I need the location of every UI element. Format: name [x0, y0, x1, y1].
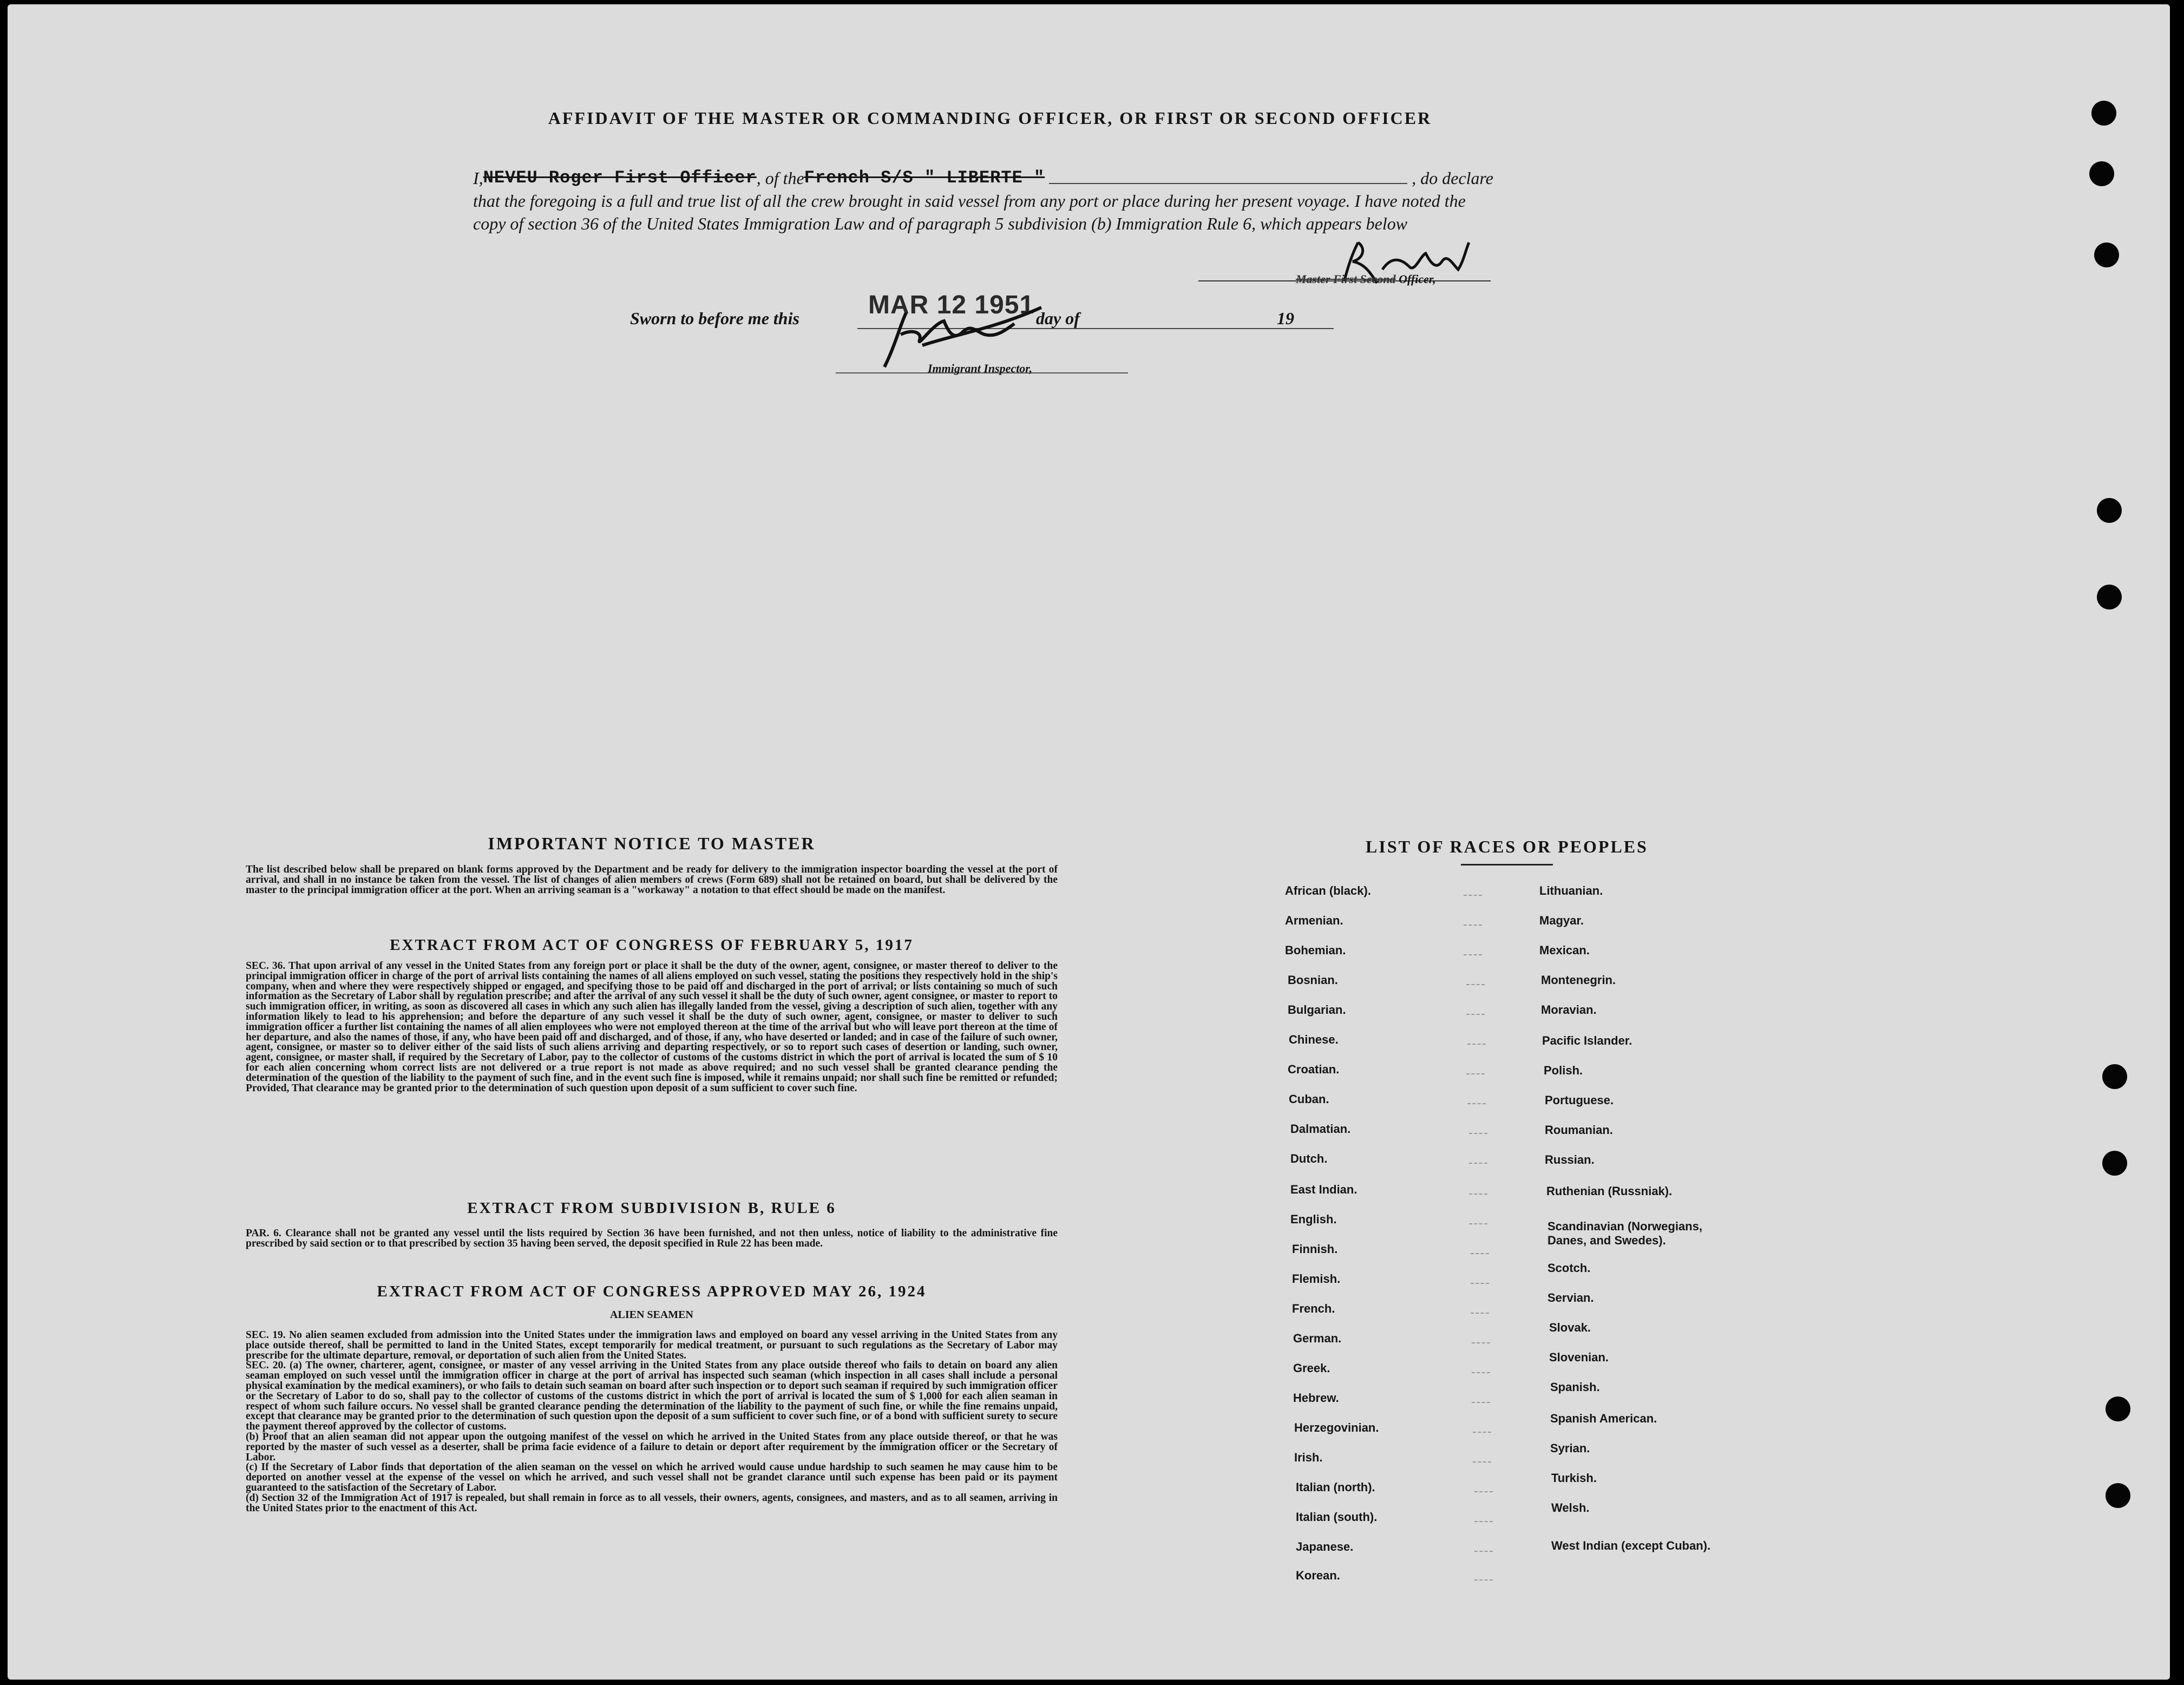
section-36-text: SEC. 36. That upon arrival of any vessel in the United States from any foreign port or place it shall be the duty of the owner, agent, consignee, or master thereof to deliver to the principal immigration officer in charge of the port of arrival lists containing the names of all aliens employed on such vessel, stating the positions they respectively hold in the ship's company, when and where they were respectively shipped or engaged, and specifying those to be paid off and discharged in the port of arrival; or lists containing so much of such information as the Secretary of Labor shall by regulation prescribe; and after the arrival of any such vessel it shall be the duty of such owner, agent consignee, or master to report to such immigration officer, in writing, as soon as discovered all cases in which any such alien has illegally landed from the vessel, giving a description of such alien, together with any information likely to lead to his apprehension; and before the departure of any such vessel it shall be the duty of such owner, agent, consignee, or master to deliver to such immigration officer a further list containing the names of all alien employees who were not employed thereon at the time of the arrival but who will leave port thereon at the time of her departure, and also the names of those, if any, who have been paid off and discharged, and of those, if any, who have deserted or landed; and in case of the failure of such owner, agent, consignee, or master so to deliver either of the said lists of such aliens arriving and departing respectively, or so to report such cases of desertion or landing, such owner, agent, consignee, or master shall, if required by the Secretary of Labor, pay to the collector of customs of the customs district in which the port of arrival is located the sum of $ 10 for each alien concerning whom correct lists are not delivered or a true report is not made as above required; and no such vessel shall be granted clearance pending the determination of the question of the liability to the payment of such fine, and in the event such fine is imposed, while it remains unpaid; nor shall such fine be remitted or refunded; Provided, That clearance may be granted prior to the determination of such question upon deposit of a sum sufficient to cover such fine.	[246, 960, 1058, 1094]
dash-mark	[1464, 895, 1482, 896]
dash-mark	[1464, 925, 1482, 926]
race-left-item: French.	[1292, 1302, 1335, 1315]
signature-label-struck: Master First Second	[1296, 272, 1396, 286]
paragraph-6-text: PAR. 6. Clearance shall not be granted any vessel until the lists required by Section 36 have been furnished, and not then unless, notice of liability to the administrative fine prescribed by said section or to that prescribed by section 35 having been served, the deposit specified in Rule 22 has been made.	[246, 1228, 1058, 1249]
dash-mark	[1474, 1491, 1493, 1492]
inspector-label: Immigrant Inspector,	[928, 362, 1033, 375]
race-left-item: Cuban.	[1289, 1092, 1329, 1106]
declaration	[473, 167, 1493, 235]
binder-hole	[2094, 242, 2119, 267]
race-left-item: African (black).	[1285, 884, 1371, 897]
section-20a-text: SEC. 20. (a) The owner, charterer, agent, consignee, or master of any vessel arriving in the United States from any place outside thereof who fails to detain on board any alien seaman employed on such vessel until the immigration officer in charge at the port of arrival has inspected such seaman (which inspection in all cases shall include a personal physical examination by the medical examiners), or who fails to detain such seaman on board after such inspection or to deport such seaman if required by such immigration officer or the Secretary of Labor to do so, shall pay to the collector of customs of the customs district in which the port of arrival is located the sum of $ 1,000 for each alien seaman in respect of whom such failure occurs. No vessel shall be granted clearance pending the determination of the liability to the payment of such fine, or while the fine remains unpaid, except that clearance may be granted prior to the determination of such question upon the deposit of a sum sufficient to cover such fine, or of a bond with sufficient surety to secure the payment thereof approved by the collector of customs.	[246, 1360, 1058, 1433]
race-right-item: Scandinavian (Norwegians, Danes, and Swedes).	[1547, 1220, 1703, 1247]
binder-hole	[2102, 1064, 2127, 1089]
binder-hole	[2097, 498, 2122, 523]
race-right-item: Syrian.	[1550, 1441, 1590, 1455]
race-left-item: Herzegovinian.	[1294, 1421, 1379, 1434]
section-19-20-text	[246, 1330, 1058, 1513]
dash-mark	[1466, 1073, 1485, 1074]
race-left-item: Bulgarian.	[1288, 1003, 1346, 1017]
dash-mark	[1464, 954, 1482, 955]
race-right-item: Pacific Islander.	[1542, 1034, 1632, 1047]
extract-1924-title: EXTRACT FROM ACT OF CONGRESS APPROVED MAY 26, 1924	[377, 1283, 927, 1300]
section-20c-text: (c) If the Secretary of Labor finds that deportation of the alien seaman on the vessel on which he arrived would cause undue hardship to such seamen he may cause him to be deported on another vessel at the expense of the vessel on which he arrived, and such vessel shall not be grandet clarance until such expense has been paid or its payment guaranteed to the satisfaction of the Secretary of Labor.	[246, 1461, 1058, 1493]
race-right-item: Spanish American.	[1550, 1412, 1657, 1425]
race-left-item: Armenian.	[1285, 914, 1343, 927]
race-right-item: Servian.	[1547, 1291, 1594, 1304]
section-20b-text: (b) Proof that an alien seaman did not appear upon the outgoing manifest of the vessel on which he arrived in the United States from any place outside thereof, or that he was reported by the master of such vessel as a deserter, shall be prima facie evidence of a failure to detain or deport after requirement by the immigration officer or the Secretary of Labor.	[246, 1431, 1058, 1463]
notice-body: The list described below shall be prepared on blank forms approved by the Department and be ready for delivery to the immigration inspector boarding the vessel at the port of arrival, and shall in no instance be taken from the vessel. The list of changes of alien members of crews (Form 689) shall not be retained on board, but shall be delivered by the master to the principal immigration officer at the port. When an arriving seaman is a "workaway" a notation to that effect should be made on the manifest.	[246, 864, 1058, 896]
binder-hole	[2106, 1483, 2130, 1508]
race-right-item: Montenegrin.	[1541, 973, 1616, 987]
race-right-item: Welsh.	[1551, 1501, 1590, 1514]
signature-label	[1296, 272, 1436, 286]
race-left-item: Finnish.	[1292, 1242, 1338, 1256]
race-left-item: Flemish.	[1292, 1272, 1341, 1286]
vessel-name: French S/S " LIBERTE "	[804, 168, 1045, 188]
race-left-item: Italian (north).	[1296, 1480, 1375, 1494]
extract-1917-title: EXTRACT FROM ACT OF CONGRESS OF FEBRUARY 5, 1917	[390, 936, 914, 954]
affidavit-title: AFFIDAVIT OF THE MASTER OR COMMANDING OFFICER, OR FIRST OR SECOND OFFICER	[548, 108, 1432, 128]
race-right-item: West Indian (except Cuban).	[1551, 1539, 1711, 1552]
race-left-item: Japanese.	[1296, 1540, 1354, 1553]
race-left-item: Croatian.	[1288, 1063, 1340, 1076]
of-the: , of the	[756, 168, 804, 188]
race-right-item: Ruthenian (Russniak).	[1546, 1184, 1673, 1198]
section-19-text: SEC. 19. No alien seamen excluded from admission into the United States under the immigration laws and employed on board any vessel arriving in the United States from any place outside thereof, shall be permitted to land in the United States, except temporarily for medical treatment, or pursuant to such regulations as the Secretary of Labor may prescribe for the ultimate departure, removal, or deportation of such alien from the United States.	[246, 1329, 1058, 1361]
binder-hole	[2102, 1151, 2127, 1176]
race-left-item: Irish.	[1294, 1451, 1323, 1464]
race-left-item: Greek.	[1293, 1361, 1330, 1375]
race-right-item: Mexican.	[1539, 943, 1590, 957]
date-stamp: MAR 12 1951	[868, 291, 1035, 319]
race-right-item: Roumanian.	[1545, 1123, 1613, 1137]
dash-mark	[1474, 1579, 1493, 1581]
race-left-item: Italian (south).	[1296, 1510, 1378, 1524]
document-page	[8, 4, 2170, 1680]
binder-hole	[2089, 161, 2114, 186]
dash-mark	[1473, 1461, 1491, 1463]
binder-hole	[2091, 101, 2116, 126]
signature-label-officer: Officer,	[1399, 272, 1436, 286]
race-left-item: Bosnian.	[1288, 973, 1338, 987]
race-right-item: Magyar.	[1539, 914, 1584, 927]
alien-seamen-heading: ALIEN SEAMEN	[610, 1309, 693, 1321]
race-left-item: Korean.	[1296, 1569, 1340, 1582]
race-left-item: English.	[1290, 1212, 1337, 1226]
intro-i: I,	[473, 168, 483, 188]
race-left-item: Hebrew.	[1293, 1391, 1339, 1405]
race-left-item: German.	[1293, 1332, 1342, 1345]
race-right-item: Scotch.	[1547, 1261, 1591, 1275]
dash-mark	[1472, 1402, 1490, 1403]
race-right-item: Polish.	[1544, 1064, 1583, 1077]
dash-mark	[1469, 1163, 1487, 1164]
dash-mark	[1467, 1044, 1486, 1045]
binder-hole	[2106, 1396, 2130, 1421]
dash-mark	[1466, 984, 1485, 985]
dash-mark	[1471, 1253, 1489, 1254]
dash-mark	[1472, 1342, 1490, 1343]
blank-line	[1049, 167, 1407, 184]
dash-mark	[1473, 1432, 1491, 1433]
day-of-label: day of	[1036, 309, 1080, 328]
dash-mark	[1469, 1194, 1487, 1195]
race-right-item: Turkish.	[1551, 1471, 1597, 1485]
binder-hole	[2097, 585, 2122, 609]
race-right-item: Slovenian.	[1549, 1350, 1609, 1364]
dash-mark	[1472, 1372, 1490, 1373]
race-right-item: Slovak.	[1549, 1321, 1591, 1334]
race-right-item: Moravian.	[1541, 1003, 1597, 1017]
races-title: LIST OF RACES OR PEOPLES	[1366, 837, 1648, 856]
dash-mark	[1469, 1133, 1487, 1134]
dash-mark	[1471, 1313, 1489, 1314]
dash-mark	[1466, 1014, 1485, 1015]
dash-mark	[1474, 1551, 1493, 1552]
sworn-text: Sworn to before me this	[630, 309, 799, 328]
race-left-item: East Indian.	[1290, 1183, 1357, 1196]
declaration-text: that the foregoing is a full and true list of all the crew brought in said vessel from any port or place during her present voyage. I have noted the copy of section 36 of the United States Immigration Law and of paragraph 5 subdivision (b) Immigration Rule 6, which appears below	[473, 191, 1466, 233]
races-title-rule	[1461, 864, 1553, 866]
section-20d-text: (d) Section 32 of the Immigration Act of 1917 is repealed, but shall remain in force as to all vessels, their owners, agents, consignees, and masters, and as to all seamen, arriving in the United States prior to the enactment of this Act.	[246, 1492, 1058, 1514]
race-right-item: Portuguese.	[1545, 1093, 1614, 1107]
race-right-item: Russian.	[1545, 1153, 1595, 1166]
do-declare: , do declare	[1412, 168, 1493, 188]
year-prefix: 19	[1277, 309, 1294, 328]
notice-title: IMPORTANT NOTICE TO MASTER	[488, 834, 816, 853]
race-right-item: Lithuanian.	[1539, 884, 1603, 897]
race-left-item: Chinese.	[1289, 1033, 1339, 1046]
race-left-item: Dutch.	[1290, 1152, 1328, 1165]
race-left-item: Dalmatian.	[1290, 1122, 1351, 1136]
extract-rule6-title: EXTRACT FROM SUBDIVISION B, RULE 6	[467, 1199, 836, 1217]
race-left-item: Bohemian.	[1285, 943, 1346, 957]
dash-mark	[1467, 1103, 1486, 1104]
dash-mark	[1471, 1283, 1489, 1284]
officer-name: NEVEU Roger First Officer	[483, 168, 757, 188]
dash-mark	[1469, 1223, 1487, 1224]
race-right-item: Spanish.	[1550, 1380, 1600, 1394]
declaration-first-line	[473, 167, 1493, 189]
dash-mark	[1474, 1521, 1493, 1522]
